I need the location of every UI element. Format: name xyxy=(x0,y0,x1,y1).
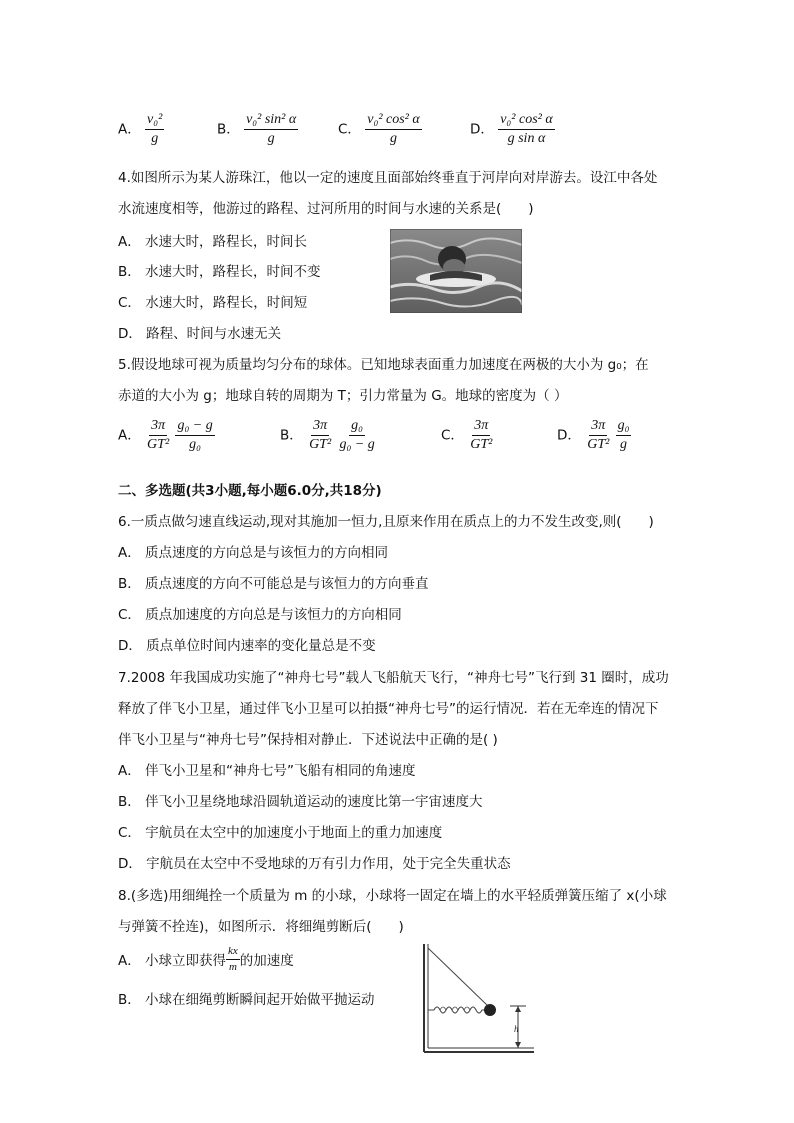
q6-option-d: D． 质点单位时间内速率的变化量总是不变 xyxy=(118,638,376,654)
q4-option-c: C． 水速大时，路程长，时间短 xyxy=(118,295,308,311)
q3-option-b: B． $\frac{\text{v₀² sin² α}}{g}$ xyxy=(217,112,297,147)
q4-option-b: B． 水速大时，路程长，时间不变 xyxy=(118,264,321,280)
q3-option-d: D． $\frac{\text{v₀² cos² α}}{\text{g sin α}}$ xyxy=(470,112,553,147)
q8-option-a-fraction: $\frac{kx}{m}$ xyxy=(228,945,238,973)
q8-stem-line-1: 8.(多选)用细绳拴一个质量为 m 的小球，小球将一固定在墙上的水平轻质弹簧压缩了 x(小球 xyxy=(118,888,667,904)
q7-stem-line-2: 释放了伴飞小卫星，通过伴飞小卫星可以拍摄“神舟七号”的运行情况．若在无牵连的情况下 xyxy=(118,701,659,717)
q7-option-d: D． 宇航员在太空中不受地球的万有引力作用，处于完全失重状态 xyxy=(118,856,511,872)
swimmer-photo xyxy=(390,229,522,313)
q4-stem-line-1: 4.如图所示为某人游珠江，他以一定的速度且面部始终垂直于河岸向对岸游去。设江中各处 xyxy=(118,170,658,186)
q3-option-d-fraction: $\frac{\text{v₀² cos² α}}{\text{g sin α}}$ xyxy=(500,112,553,147)
q8-option-a: A． 小球立即获得 $\frac{kx}{m}$ 的加速度 xyxy=(118,945,294,973)
q3-option-c: C． $\frac{\text{v₀² cos² α}}{g}$ xyxy=(338,112,420,147)
ball xyxy=(484,1004,496,1016)
q5-option-a: A． $\frac{3\pi}{\text{GT²}}$ $\frac{\text{g₀ − g}}{\text{g₀}}$ xyxy=(118,418,213,453)
q5-option-c: C． $\frac{3\pi}{\text{GT²}}$ xyxy=(441,418,493,453)
q3-option-a-fraction: $\frac{\text{v₀²}}{g}$ xyxy=(147,112,163,147)
q7-option-a: A． 伴飞小卫星和“神舟七号”飞船有相同的角速度 xyxy=(118,763,416,779)
q3-option-b-fraction: $\frac{\text{v₀² sin² α}}{g}$ xyxy=(246,112,297,147)
q8-option-b: B． 小球在细绳剪断瞬间起开始做平抛运动 xyxy=(118,992,375,1008)
rope xyxy=(428,948,488,1006)
spring-ball-diagram xyxy=(418,940,543,1058)
section-2-title: 二、多选题(共3小题,每小题6.0分,共18分) xyxy=(118,483,382,499)
q4-option-d: D． 路程、时间与水速无关 xyxy=(118,326,282,342)
q8-stem-line-2: 与弹簧不拴连)，如图所示．将细绳剪断后( ) xyxy=(118,919,404,935)
q7-option-b: B． 伴飞小卫星绕地球沿圆轨道运动的速度比第一宇宙速度大 xyxy=(118,794,483,810)
q5-stem-line-2: 赤道的大小为 g；地球自转的周期为 T；引力常量为 G。地球的密度为（ ） xyxy=(118,388,568,404)
q5-option-d: D． $\frac{3\pi}{\text{GT²}}$ $\frac{\text{g₀}}{g}$ xyxy=(557,418,630,453)
q7-stem-line-3: 伴飞小卫星与“神舟七号”保持相对静止．下述说法中正确的是( ) xyxy=(118,732,498,748)
q4-option-a: A． 水速大时，路程长，时间长 xyxy=(118,234,308,250)
q6-option-c: C． 质点加速度的方向总是与该恒力的方向相同 xyxy=(118,607,402,623)
q7-option-c: C． 宇航员在太空中的加速度小于地面上的重力加速度 xyxy=(118,825,443,841)
q3-option-c-fraction: $\frac{\text{v₀² cos² α}}{g}$ xyxy=(367,112,420,147)
q6-option-b: B． 质点速度的方向不可能总是与该恒力的方向垂直 xyxy=(118,576,429,592)
q6-option-a: A． 质点速度的方向总是与该恒力的方向相同 xyxy=(118,545,389,561)
q7-stem-line-1: 7.2008 年我国成功实施了“神舟七号”载人飞船航天飞行，“神舟七号”飞行到 31 圈时，成功 xyxy=(118,670,669,686)
q3-option-a: A． $\frac{\text{v₀²}}{g}$ xyxy=(118,112,163,147)
height-label: h xyxy=(514,1024,519,1034)
q4-stem-line-2: 水流速度相等，他游过的路程、过河所用的时间与水速的关系是( ) xyxy=(118,201,534,217)
q5-stem-line-1: 5.假设地球可视为质量均匀分布的球体。已知地球表面重力加速度在两极的大小为 g₀；在 xyxy=(118,357,649,373)
q6-stem: 6.一质点做匀速直线运动,现对其施加一恒力,且原来作用在质点上的力不发生改变,则( ) xyxy=(118,514,654,530)
q5-option-b: B． $\frac{3\pi}{\text{GT²}}$ $\frac{\text{g₀}}{\text{g₀ − g}}$ xyxy=(280,418,375,453)
